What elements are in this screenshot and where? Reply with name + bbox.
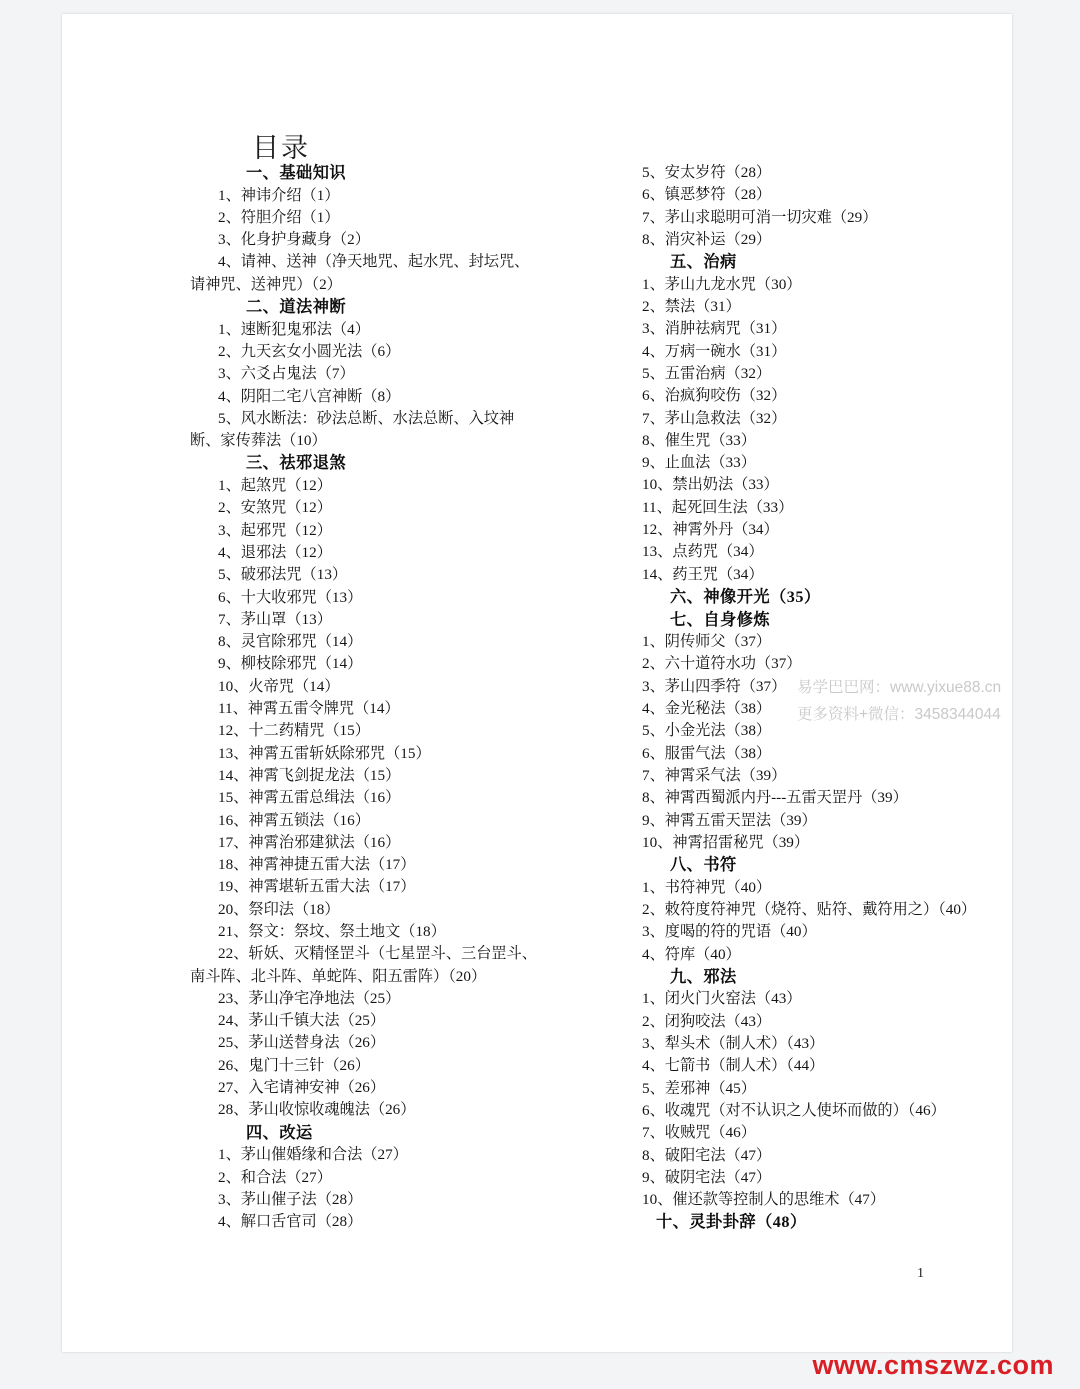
toc-right-section-heading: 九、邪法 (670, 967, 737, 986)
toc-left-entry: 14、神霄飞剑捉龙法（15） (218, 766, 401, 784)
toc-right-entry: 10、神霄招雷秘咒（39） (642, 833, 810, 851)
toc-left-entry: 8、灵官除邪咒（14） (218, 633, 363, 651)
toc-left-entry: 4、解口舌官司（28） (218, 1213, 363, 1231)
toc-left-entry: 12、十二药精咒（15） (218, 722, 370, 740)
toc-right-entry: 4、七箭书（制人术）（44） (642, 1057, 825, 1075)
toc-right-entry: 3、度喝的符的咒语（40） (642, 923, 817, 941)
toc-left-entry: 23、茅山净宅净地法（25） (218, 989, 401, 1007)
toc-left-column (190, 162, 556, 1234)
toc-left-entry: 11、神霄五雷令牌咒（14） (218, 700, 400, 718)
toc-left-entry: 22、斩妖、灭精怪罡斗（七星罡斗、三台罡斗、 (218, 945, 537, 963)
toc-left-entry: 2、符胆介绍（1） (218, 208, 340, 226)
toc-right-entry: 8、催生咒（33） (642, 431, 756, 449)
toc-left-section-heading: 四、改运 (246, 1123, 313, 1142)
page-number: 1 (917, 1266, 924, 1281)
toc-right-entry: 6、治疯狗咬伤（32） (642, 387, 787, 405)
toc-left-entry: 25、茅山送替身法（26） (218, 1034, 386, 1052)
toc-left-entry: 27、入宅请神安神（26） (218, 1079, 386, 1097)
toc-right-column (614, 162, 980, 1234)
toc-right-section-heading: 六、神像开光（35） (670, 587, 821, 606)
toc-right-entry: 9、破阴宅法（47） (642, 1168, 772, 1186)
toc-left-entry: 3、六爻占鬼法（7） (218, 365, 355, 383)
toc-left-section-heading: 二、道法神断 (246, 298, 347, 317)
toc-left-entry: 6、十大收邪咒（13） (218, 588, 363, 606)
watermark-line-1: 易学巴巴网：www.yixue88.cn (797, 679, 1002, 696)
toc-left-entry: 13、神霄五雷斩妖除邪咒（15） (218, 744, 431, 762)
toc-left-entry: 15、神霄五雷总缉法（16） (218, 789, 401, 807)
toc-right-section-heading: 七、自身修炼 (670, 610, 771, 629)
watermark-line-2: 更多资料+微信：3458344044 (797, 706, 1001, 723)
toc-right-entry: 10、催还款等控制人的思维术（47） (642, 1191, 885, 1209)
toc-right-entry: 5、小金光法（38） (642, 722, 772, 740)
toc-left-entry: 1、速断犯鬼邪法（4） (218, 320, 370, 338)
toc-right-entry: 7、收贼咒（46） (642, 1124, 756, 1142)
toc-right-entry: 1、阴传师父（37） (642, 633, 772, 651)
footer-watermark: www.cmszwz.com (812, 1350, 1054, 1380)
toc-right-entry: 1、茅山九龙水咒（30） (642, 275, 802, 293)
toc-right-entry: 5、差邪神（45） (642, 1079, 756, 1097)
toc-left-entry: 2、和合法（27） (218, 1168, 332, 1186)
toc-left-entry: 28、茅山收惊收魂魄法（26） (218, 1101, 416, 1119)
toc-right-entry: 14、药王咒（34） (642, 565, 764, 583)
toc-left-entry: 16、神霄五锁法（16） (218, 811, 370, 829)
toc-right-entry: 4、万病一碗水（31） (642, 342, 787, 360)
toc-right-entry: 6、镇恶梦符（28） (642, 186, 772, 204)
toc-left-entry: 10、火帝咒（14） (218, 677, 340, 695)
toc-left-entry: 19、神霄堪斩五雷大法（17） (218, 878, 416, 896)
toc-right-entry: 6、服雷气法（38） (642, 744, 772, 762)
toc-right-section-heading: 五、治病 (670, 253, 737, 272)
toc-left-entry: 18、神霄神捷五雷大法（17） (218, 856, 416, 874)
toc-left-entry: 4、请神、送神（净天地咒、起水咒、封坛咒、 (218, 253, 530, 271)
toc-left-entry: 4、退邪法（12） (218, 543, 332, 561)
toc-right-entry: 4、符库（40） (642, 945, 741, 963)
toc-right-section-heading: 八、书符 (670, 856, 737, 875)
toc-left-entry: 5、风水断法：砂法总断、水法总断、入坟神 (218, 409, 515, 427)
toc-right-entry: 7、茅山求聪明可消一切灾难（29） (642, 208, 878, 226)
toc-right-entry: 3、消肿祛病咒（31） (642, 320, 787, 338)
toc-right-entry: 2、闭狗咬法（43） (642, 1012, 772, 1030)
toc-right-entry: 9、神霄五雷天罡法（39） (642, 811, 817, 829)
toc-right-entry: 3、犁头术（制人术）（43） (642, 1035, 825, 1053)
toc-left-entry: 20、祭印法（18） (218, 900, 340, 918)
page-title: 目录 (252, 133, 310, 163)
toc-columns (190, 162, 980, 1234)
toc-right-entry: 1、书符神咒（40） (642, 878, 772, 896)
toc-right-entry: 2、六十道符水功（37） (642, 655, 802, 673)
toc-right-entry: 7、茅山急救法（32） (642, 409, 787, 427)
toc-right-entry: 2、禁法（31） (642, 298, 741, 316)
toc-left-entry-continuation: 断、家传葬法（10） (190, 432, 327, 450)
toc-right-entry: 5、五雷治病（32） (642, 364, 772, 382)
toc-right-entry: 3、茅山四季符（37） (642, 677, 787, 695)
toc-left-entry: 21、祭文：祭坟、祭土地文（18） (218, 922, 446, 940)
toc-right-entry: 4、金光秘法（38） (642, 700, 772, 718)
toc-left-entry: 24、茅山千镇大法（25） (218, 1012, 386, 1030)
toc-left-entry: 3、起邪咒（12） (218, 521, 332, 539)
toc-right-section-heading: 十、灵卦卦辞（48） (656, 1213, 807, 1232)
toc-left-entry: 17、神霄治邪建狱法（16） (218, 833, 401, 851)
toc-right-entry: 8、消灾补运（29） (642, 230, 772, 248)
toc-right-entry: 9、止血法（33） (642, 454, 756, 472)
toc-right-entry: 8、神霄西蜀派内丹---五雷天罡丹（39） (642, 789, 908, 807)
toc-right-entry: 11、起死回生法（33） (642, 498, 794, 516)
toc-left-section-heading: 一、基础知识 (246, 164, 347, 182)
toc-right-entry: 12、神霄外丹（34） (642, 521, 779, 539)
toc-left-entry: 3、茅山催子法（28） (218, 1190, 363, 1208)
toc-right-entry: 13、点药咒（34） (642, 543, 764, 561)
toc-left-entry: 1、起煞咒（12） (218, 477, 332, 495)
toc-left-entry: 1、茅山催婚缘和合法（27） (218, 1146, 408, 1164)
toc-left-entry: 4、阴阳二宅八宫神断（8） (218, 387, 401, 405)
toc-left-entry: 7、茅山罩（13） (218, 610, 332, 628)
toc-left-entry: 9、柳枝除邪咒（14） (218, 655, 363, 673)
toc-left-entry-continuation: 请神咒、送神咒）（2） (190, 275, 342, 293)
toc-right-entry: 7、神霄采气法（39） (642, 766, 787, 784)
toc-right-entry: 5、安太岁符（28） (642, 164, 772, 181)
toc-right-entry: 10、禁出奶法（33） (642, 476, 779, 494)
toc-left-entry: 26、鬼门十三针（26） (218, 1056, 370, 1074)
toc-left-entry: 2、九天玄女小圆光法（6） (218, 342, 401, 360)
toc-left-entry-continuation: 南斗阵、北斗阵、单蛇阵、阳五雷阵）（20） (190, 967, 487, 985)
toc-left-entry: 3、化身护身藏身（2） (218, 231, 370, 249)
toc-left-entry: 5、破邪法咒（13） (218, 566, 348, 584)
toc-left-section-heading: 三、祛邪退煞 (246, 454, 347, 473)
toc-right-entry: 6、收魂咒（对不认识之人使坏而做的）（46） (642, 1101, 946, 1119)
toc-left-entry: 2、安煞咒（12） (218, 499, 332, 517)
toc-right-entry: 8、破阳宅法（47） (642, 1146, 772, 1164)
toc-right-entry: 1、闭火门火窑法（43） (642, 990, 802, 1008)
document-page (62, 14, 1012, 1352)
toc-left-entry: 1、神讳介绍（1） (218, 186, 340, 204)
toc-right-entry: 2、敕符度符神咒（烧符、贴符、戴符用之）（40） (642, 900, 977, 918)
